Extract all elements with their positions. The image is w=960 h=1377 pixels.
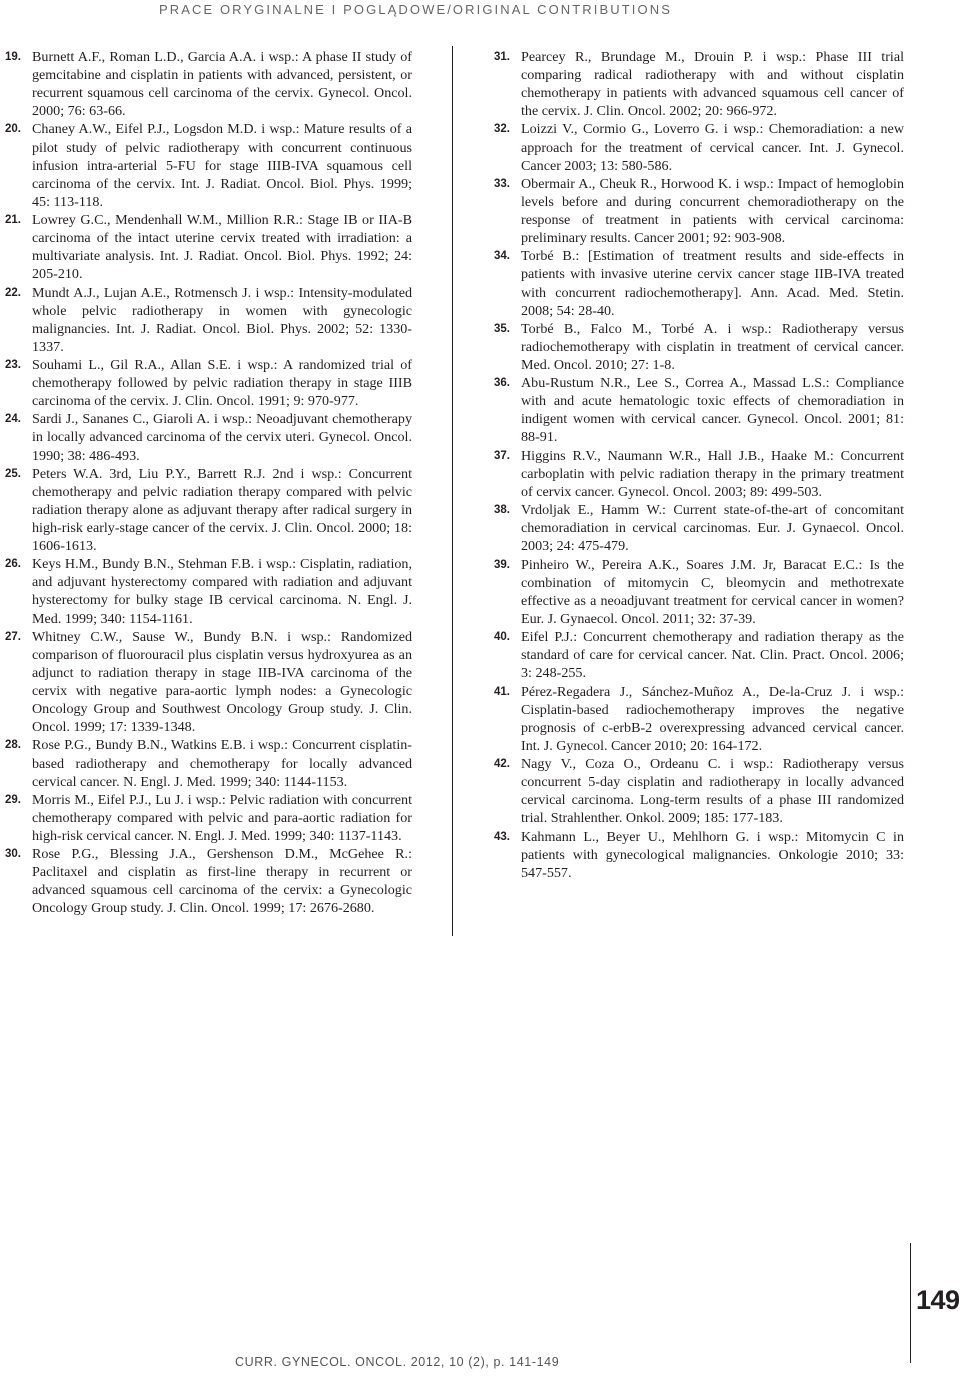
reference-item [494,320,904,374]
reference-text: Torbé B., Falco M., Torbé A. i wsp.: Radiotherapy versus radiochemotherapy with cisplatin in treatment of cervical cancer. Med. Oncol. 2010; 27: 1-8. [521,320,904,373]
reference-item [494,501,904,555]
reference-text: Peters W.A. 3rd, Liu P.Y., Barrett R.J. 2nd i wsp.: Concurrent chemotherapy and pelvic radiation therapy compared with pelvic radiation therapy alone as adjuvant therapy after radical surgery in high-risk early-stage cancer of the cervix. J. Clin. Oncol. 2000; 18: 1606-1613. [32,465,412,555]
reference-text: Torbé B.: [Estimation of treatment results and side-effects in patients with invasive uterine cervix cancer stage IIB-IVA treated with concurrent radiochemotherapy]. Ann. Acad. Med. Stetin. 2008; 54: 28-40. [521,248,904,319]
running-footer: CURR. GYNECOL. ONCOL. 2012, 10 (2), p. 141-149 [235,1355,560,1369]
reference-item [5,284,412,356]
page-number: 149 [916,1285,960,1315]
reference-text: Keys H.M., Bundy B.N., Stehman F.B. i wsp.: Cisplatin, radiation, and adjuvant hysterectomy compared with radiation and adjuvant hysterectomy for bulky stage IB cervical carcinoma. N. Engl. J. Med. 1999; 340: 1154-1161. [32,556,412,627]
reference-number: 39. [494,558,510,571]
reference-text: Whitney C.W., Sause W., Bundy B.N. i wsp.: Randomized comparison of fluorouracil plus cisplatin versus hydroxyurea as an adjunct to radiation therapy in stage IIB-IVA carcinoma of the cervix with negative para-aortic lymph nodes: a Gynecologic Oncology Group and Southwest Oncology Group study. J. Clin. Oncol. 1999; 17: 1339-1348. [32,628,412,736]
reference-text: Pearcey R., Brundage M., Drouin P. i wsp.: Phase III trial comparing radical radiotherapy with and without cisplatin chemotherapy in patients with advanced squamous cell cancer of the cervix. J. Clin. Oncol. 2002; 20: 966-972. [521,49,904,120]
column-divider [452,46,453,936]
reference-item [5,120,412,210]
reference-text: Higgins R.V., Naumann W.R., Hall J.B., Haake M.: Concurrent carboplatin with pelvic radiation therapy in the primary treatment of cervix cancer. Gynecol. Oncol. 2003; 89: 499-503. [521,447,904,500]
references-left-column [5,48,412,918]
reference-number: 28. [5,739,21,752]
reference-number: 22. [5,286,21,299]
reference-text: Mundt A.J., Lujan A.E., Rotmensch J. i wsp.: Intensity-modulated whole pelvic radiotherapy in women with gynecologic malignancies. Int. J. Radiat. Oncol. Biol. Phys. 2002; 52: 1330-1337. [32,284,412,355]
references-right-column [494,48,904,882]
reference-item [5,465,412,555]
reference-number: 34. [494,250,510,263]
reference-number: 21. [5,214,21,227]
reference-number: 19. [5,51,21,63]
reference-item [494,175,904,247]
reference-text: Nagy V., Coza O., Ordeanu C. i wsp.: Radiotherapy versus concurrent 5-day cisplatin and radiotherapy in locally advanced cervical carcinoma. Long-term results of a phase III randomized trial. Strahlenther. Onkol. 2009; 185: 177-183. [521,756,904,827]
reference-text: Pinheiro W., Pereira A.K., Soares J.M. Jr, Baracat E.C.: Is the combination of mitomycin C, bleomycin and methotrexate effective as a neoadjuvant treatment for cervical cancer in women? Eur. J. Gynaecol. Oncol. 2011; 32: 37-39. [521,556,904,627]
reference-text: Eifel P.J.: Concurrent chemotherapy and radiation therapy as the standard of care for cervical cancer. Nat. Clin. Pract. Oncol. 2006; 3: 248-255. [521,629,904,682]
reference-number: 36. [494,377,510,390]
reference-number: 27. [5,630,21,643]
reference-text: Obermair A., Cheuk R., Horwood K. i wsp.: Impact of hemoglobin levels before and during concurrent chemoradiotherapy on the response of treatment in patients with cervical carcinoma: preliminary results. Cancer 2001; 92: 903-908. [521,175,904,247]
reference-item [494,683,904,755]
reference-text: Abu-Rustum N.R., Lee S., Correa A., Massad L.S.: Compliance with and acute hematologic toxic effects of chemoradiation in indigent women with cervical cancer. Gynecol. Oncol. 2001; 81: 88-91. [521,375,904,446]
running-header: PRACE ORYGINALNE I POGLĄDOWE/ORIGINAL CONTRIBUTIONS [158,2,672,17]
reference-item [494,447,904,501]
reference-number: 25. [5,467,21,480]
reference-text: Chaney A.W., Eifel P.J., Logsdon M.D. i wsp.: Mature results of a pilot study of pelvic radiotherapy with concurrent continuous infusion intra-arterial 5-FU for stage IIIB-IVA squamous cell carcinoma of the cervix. Int. J. Radiat. Oncol. Biol. Phys. 1999; 45: 113-118. [32,121,412,210]
page-number-rule [910,1243,911,1363]
reference-number: 35. [494,322,510,335]
reference-item [5,736,412,790]
reference-item [494,48,904,120]
reference-text: Pérez-Regadera J., Sánchez-Muñoz A., De-la-Cruz J. i wsp.: Cisplatin-based radiochemotherapy improves the negative prognosis of c-erbB-2 overexpressing advanced cervical cancer. Int. J. Gynecol. Cancer 2010; 20: 164-172. [521,683,904,754]
reference-number: 23. [5,358,21,371]
reference-text: Sardi J., Sananes C., Giaroli A. i wsp.: Neoadjuvant chemotherapy in locally advanced carcinoma of the cervix uteri. Gynecol. Oncol. 1990; 38: 486-493. [32,411,412,464]
reference-number: 31. [494,51,510,63]
reference-text: Rose P.G., Bundy B.N., Watkins E.B. i wsp.: Concurrent cisplatin-based radiotherapy and chemotherapy for locally advanced cervical cancer. N. Engl. J. Med. 1999; 340: 1144-1153. [32,737,412,790]
reference-number: 33. [494,177,510,190]
reference-number: 24. [5,413,21,426]
reference-text: Morris M., Eifel P.J., Lu J. i wsp.: Pelvic radiation with concurrent chemotherapy compared with pelvic and para-aortic radiation for high-risk cervical cancer. N. Engl. J. Med. 1999; 340: 1137-1143. [32,791,412,844]
reference-number: 29. [5,793,21,806]
reference-item [5,211,412,283]
reference-item [5,845,412,917]
reference-item [494,755,904,827]
reference-item [494,374,904,446]
reference-number: 41. [494,685,510,698]
reference-number: 42. [494,758,510,771]
reference-item [494,556,904,628]
reference-item [5,410,412,464]
reference-number: 26. [5,558,21,571]
reference-number: 30. [5,848,21,861]
reference-text: Burnett A.F., Roman L.D., Garcia A.A. i wsp.: A phase II study of gemcitabine and cisplatin in patients with advanced, persistent, or recurrent squamous cell carcinoma of the cervix. Gynecol. Oncol. 2000; 76: 63-66. [32,49,412,120]
reference-item [5,628,412,736]
reference-number: 40. [494,631,510,644]
reference-item [494,120,904,174]
reference-item [5,356,412,410]
reference-number: 20. [5,123,21,136]
reference-text: Rose P.G., Blessing J.A., Gershenson D.M., McGehee R.: Paclitaxel and cisplatin as first-line therapy in recurrent or advanced squamous cell carcinoma of the cervix: a Gynecologic Oncology Group study. J. Clin. Oncol. 1999; 17: 2676-2680. [32,846,412,917]
reference-item [5,48,412,120]
reference-item [494,628,904,682]
reference-text: Lowrey G.C., Mendenhall W.M., Million R.R.: Stage IB or IIA-B carcinoma of the intact uterine cervix treated with irradiation: a multivariate analysis. Int. J. Radiat. Oncol. Biol. Phys. 1992; 24: 205-210. [32,212,412,283]
reference-item [494,247,904,319]
reference-number: 37. [494,449,510,462]
reference-number: 32. [494,123,510,136]
reference-text: Kahmann L., Beyer U., Mehlhorn G. i wsp.: Mitomycin C in patients with gynecological malignancies. Onkologie 2010; 33: 547-557. [521,828,904,881]
reference-text: Loizzi V., Cormio G., Loverro G. i wsp.: Chemoradiation: a new approach for the treatment of cervical cancer. Int. J. Gynecol. Cancer 2003; 13: 580-586. [521,121,904,174]
reference-text: Vrdoljak E., Hamm W.: Current state-of-the-art of concomitant chemoradiation in cervical carcinomas. Eur. J. Gynaecol. Oncol. 2003; 24: 475-479. [521,502,904,555]
reference-text: Souhami L., Gil R.A., Allan S.E. i wsp.: A randomized trial of chemotherapy followed by pelvic radiation therapy in stage IIIB carcinoma of the cervix. J. Clin. Oncol. 1991; 9: 970-977. [32,356,412,410]
reference-item [5,791,412,845]
reference-item [5,555,412,627]
reference-number: 38. [494,504,510,517]
reference-number: 43. [494,830,510,843]
reference-item [494,828,904,882]
